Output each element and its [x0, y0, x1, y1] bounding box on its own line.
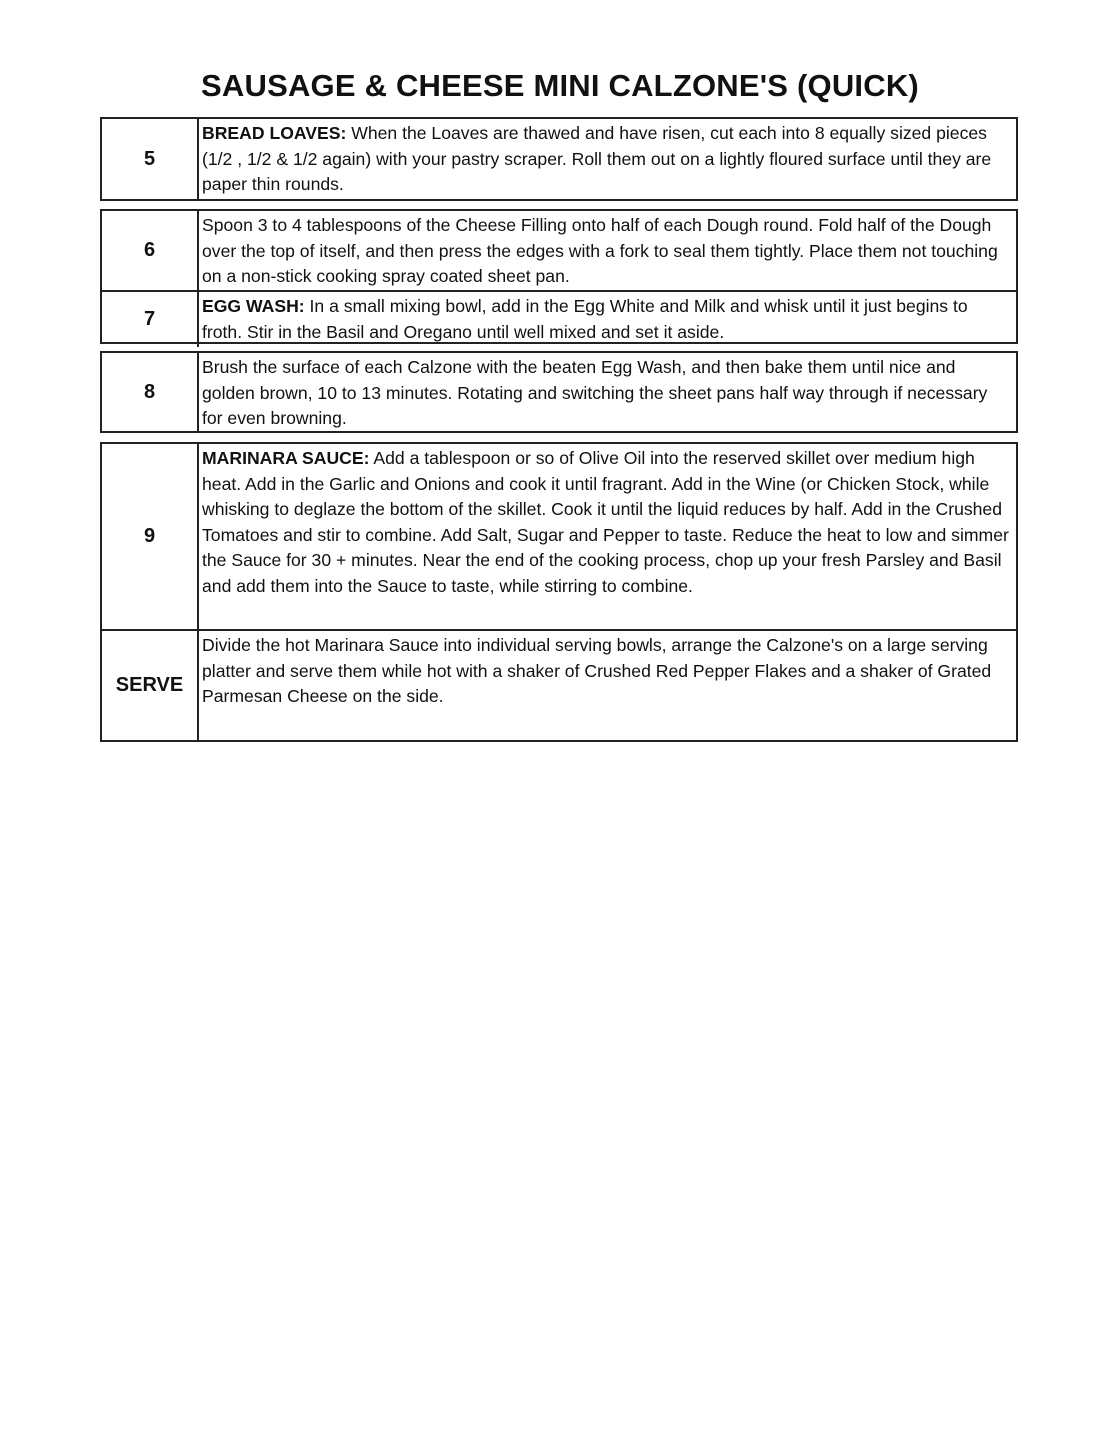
step-body: Brush the surface of each Calzone with the beaten Egg Wash, and then bake them until nice and golden brown, 10 to 13 minutes. Rotating and switching the sheet pans half way through if necessary for even browning.	[202, 357, 988, 429]
step-row	[102, 444, 1016, 629]
step-heading: BREAD LOAVES:	[202, 123, 347, 143]
step-instructions	[199, 292, 1016, 347]
step-instructions	[199, 211, 1016, 290]
step-body: When the Loaves are thawed and have risen, cut each into 8 equally sized pieces (1/2 , 1/2 & 1/2 again) with your pastry scraper. Roll them out on a lightly floured surface until they are paper thin rounds.	[202, 123, 992, 195]
step-heading: EGG WASH:	[202, 296, 305, 316]
step-body: Spoon 3 to 4 tablespoons of the Cheese Filling onto half of each Dough round. Fold half of the Dough over the top of itself, and then press the edges with a fork to seal them tightly. Place them not touching on a non-stick cooking spray coated sheet pan.	[202, 215, 998, 287]
step-body: In a small mixing bowl, add in the Egg White and Milk and whisk until it just begins to froth. Stir in the Basil and Oregano until well mixed and set it aside.	[202, 296, 968, 342]
step-row	[102, 119, 1016, 199]
step-row	[102, 211, 1016, 290]
step-row	[102, 629, 1016, 740]
page-title: SAUSAGE & CHEESE MINI CALZONE'S (QUICK)	[201, 68, 919, 103]
step-block-6-7	[100, 209, 1018, 344]
step-body: Divide the hot Marinara Sauce into individual serving bowls, arrange the Calzone's on a large serving platter and serve them while hot with a shaker of Crushed Red Pepper Flakes and a shaker of Grated Parmesan Cheese on the side.	[202, 635, 992, 707]
step-instructions	[199, 444, 1016, 629]
step-number: 7	[102, 292, 199, 347]
step-number: 8	[102, 353, 199, 431]
step-number: SERVE	[102, 631, 199, 740]
step-number: 6	[102, 211, 199, 290]
step-block-5	[100, 117, 1018, 201]
step-block-9-serve	[100, 442, 1018, 742]
step-heading: MARINARA SAUCE:	[202, 448, 370, 468]
step-row	[102, 353, 1016, 431]
step-number: 5	[102, 119, 199, 199]
step-body: Add a tablespoon or so of Olive Oil into the reserved skillet over medium high heat. Add in the Garlic and Onions and cook it until fragrant. Add in the Wine (or Chicken Stock, while whisking to deglaze the bottom of the skillet. Cook it until the liquid reduces by half. Add in the Crushed Tomatoes and stir to combine. Add Salt, Sugar and Pepper to taste. Reduce the heat to low and simmer the Sauce for 30 + minutes. Near the end of the cooking process, chop up your fresh Parsley and Basil and add them into the Sauce to taste, while stirring to combine.	[202, 448, 1009, 596]
step-instructions	[199, 119, 1016, 199]
step-row	[102, 290, 1016, 347]
step-instructions	[199, 353, 1016, 431]
step-block-8	[100, 351, 1018, 433]
step-number: 9	[102, 444, 199, 629]
step-instructions	[199, 631, 1016, 740]
